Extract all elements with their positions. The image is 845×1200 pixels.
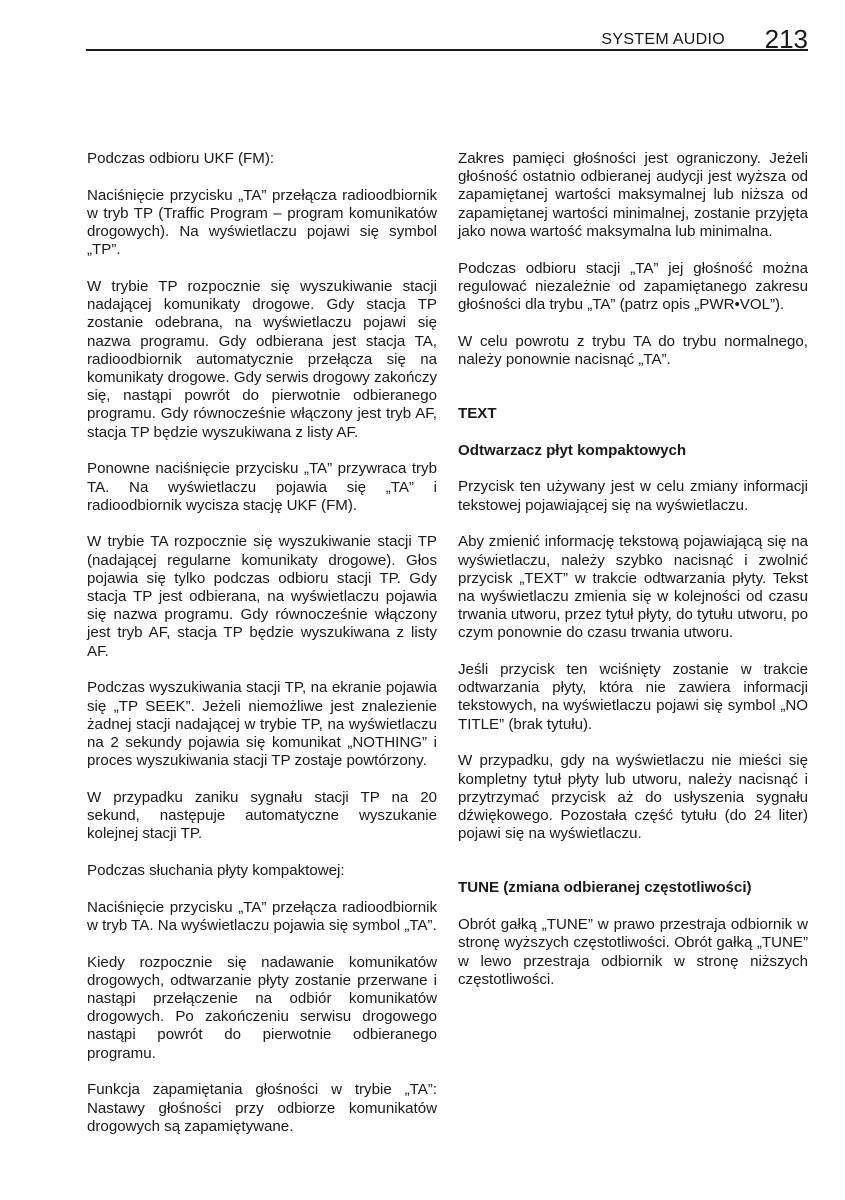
paragraph: Naciśnięcie przycisku „TA” przełącza radioodbiornik w tryb TA. Na wyświetlaczu pojawia się symbol „TA”.	[87, 898, 437, 934]
paragraph: W celu powrotu z trybu TA do trybu normalnego, należy ponownie nacisnąć „TA”.	[458, 332, 808, 368]
paragraph: Przycisk ten używany jest w celu zmiany informacji tekstowej pojawiającej się na wyświetlaczu.	[458, 478, 808, 514]
paragraph: Podczas odbioru UKF (FM):	[87, 150, 275, 167]
paragraph: Podczas odbioru stacji „TA” jej głośność można regulować niezależnie od zapamiętanego zakresu głośności dla trybu „TA” (patrz opis „PWR•VOL”).	[458, 259, 808, 313]
section-title: SYSTEM AUDIO	[601, 31, 725, 48]
page-number: 213	[764, 24, 808, 54]
page-header	[0, 0, 845, 60]
paragraph: W trybie TP rozpocznie się wyszukiwanie stacji nadającej komunikaty drogowe. Gdy stacja TP zostanie odebrana, na wyświetlaczu pojawi się nazwa programu. Gdy odbierana jest stacja TA, radioodbiornik automatycznie przełącza się na komunikaty drogowe. Gdy serwis drogowy zakończy się, nastąpi powrót do pierwotnie odbieranego programu. Gdy równocześnie włączony jest tryb AF, stacja TP będzie wyszukiwana z listy AF.	[87, 278, 437, 441]
paragraph: W przypadku zaniku sygnału stacji TP na 20 sekund, następuje automatyczne wyszukanie kolejnej stacji TP.	[87, 788, 437, 843]
section-heading-text: TEXT	[458, 405, 497, 423]
paragraph: Obrót gałką „TUNE” w prawo przestraja odbiornik w stronę wyższych częstotliwości. Obrót gałką „TUNE” w lewo przestraja odbiornik w stronę niższych częstotliwości.	[458, 916, 808, 988]
paragraph: Kiedy rozpocznie się nadawanie komunikatów drogowych, odtwarzanie płyty zostanie przerwane i nastąpi przełączenie na odbiór komunikatów drogowych. Po zakończeniu serwisu drogowego nastąpi powrót do pierwotnie odbieranego programu.	[87, 953, 437, 1062]
paragraph: Zakres pamięci głośności jest ograniczony. Jeżeli głośność ostatnio odbieranej audycji jest wyższa od zapamiętanej wartości maksymalnej lub niższa od zapamiętanej wartości minimalnej, zostanie przyjęta jako nowa wartość maksymalna lub minimalna.	[458, 150, 808, 240]
paragraph: Ponowne naciśnięcie przycisku „TA” przywraca tryb TA. Na wyświetlaczu pojawia się „TA” i radioodbiornik wycisza stację UKF (FM).	[87, 460, 437, 514]
paragraph: Funkcja zapamiętania głośności w trybie „TA”: Nastawy głośności przy odbiorze komunikatów drogowych są zapamiętywane.	[87, 1081, 437, 1135]
subheading-cd-player: Odtwarzacz płyt kompaktowych	[458, 441, 687, 459]
paragraph: W trybie TA rozpocznie się wyszukiwanie stacji TP (nadającej regularne komunikaty drogowe). Głos pojawia się tylko podczas odbioru stacji TP. Gdy stacja TP jest odbierana, na wyświetlaczu pojawia się nazwa programu. Gdy równocześnie włączony jest tryb AF, stacja TP będzie wyszukiwana z listy AF.	[87, 533, 437, 660]
paragraph: Podczas wyszukiwania stacji TP, na ekranie pojawia się „TP SEEK”. Jeżeli niemożliwe jest znalezienie żadnej stacji nadającej w trybie TP, na wyświetlaczu na 2 sekundy pojawia się komunikat „NOTHING” i proces wyszukiwania stacji TP zostaje powtórzony.	[87, 679, 437, 770]
paragraph: Jeśli przycisk ten wciśnięty zostanie w trakcie odtwarzania płyty, która nie zawiera informacji tekstowych, na wyświetlaczu pojawi się symbol „NO TITLE” (brak tytułu).	[458, 661, 808, 733]
paragraph: Naciśnięcie przycisku „TA” przełącza radioodbiornik w tryb TP (Traffic Program – program komunikatów drogowych). Na wyświetlaczu pojawi się symbol „TP”.	[87, 186, 437, 259]
header-rule	[86, 49, 808, 51]
paragraph: Podczas słuchania płyty kompaktowej:	[87, 862, 345, 879]
section-heading-tune: TUNE (zmiana odbieranej częstotliwości)	[458, 879, 752, 897]
right-column	[458, 150, 808, 1007]
left-column	[87, 150, 437, 1154]
paragraph: W przypadku, gdy na wyświetlaczu nie mieści się kompletny tytuł płyty lub utworu, należy nacisnąć i przytrzymać przycisk aż do usłyszenia sygnału dźwiękowego. Pozostała część tytułu (do 24 liter) pojawi się na wyświetlaczu.	[458, 752, 808, 843]
paragraph: Aby zmienić informację tekstową pojawiającą się na wyświetlaczu, należy szybko nacisnąć i zwolnić przycisk „TEXT” w trakcie odtwarzania płyty. Tekst na wyświetlaczu zmienia się w kolejności od czasu trwania utworu, przez tytuł płyty, do tytułu utworu, po czym ponownie do czasu trwania utworu.	[458, 533, 808, 642]
